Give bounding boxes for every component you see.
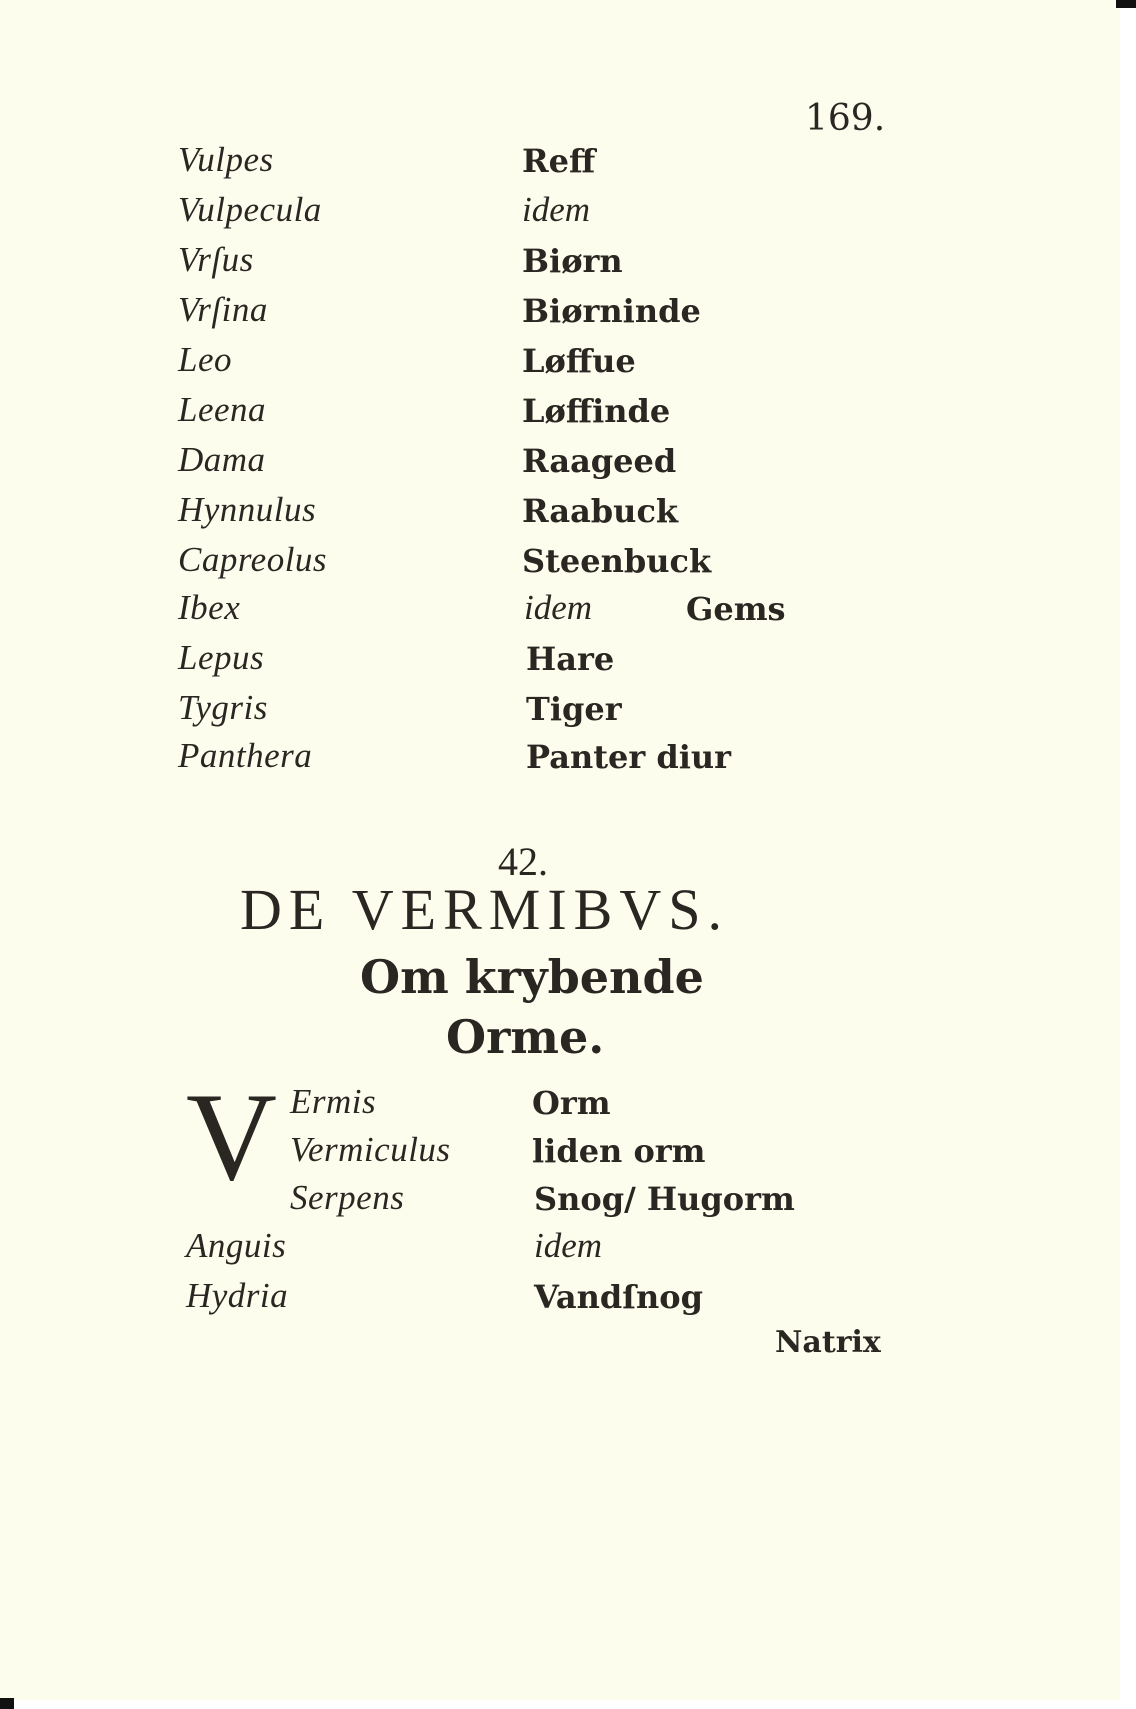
page-number: 169. [805, 98, 886, 139]
danish-term: Vandſnog [534, 1278, 704, 1316]
latin-term: Hydria [186, 1276, 289, 1315]
latin-term: Vermiculus [290, 1130, 451, 1169]
latin-term: Serpens [290, 1178, 405, 1217]
scan-corner-mark [0, 1698, 14, 1709]
latin-term: Dama [178, 440, 266, 479]
danish-term: liden orm [532, 1132, 706, 1170]
danish-term: Raageed [522, 442, 677, 480]
danish-term: Panter diur [526, 738, 731, 776]
latin-term: Vulpecula [178, 190, 322, 229]
latin-term: Hynnulus [178, 490, 317, 529]
latin-term: Ibex [178, 588, 241, 627]
danish-term: Snog/ Hugorm [534, 1180, 795, 1218]
chapter-subtitle-line1: Om krybende [360, 950, 704, 1004]
latin-term: Capreolus [178, 540, 328, 579]
danish-term: Tiger [526, 690, 622, 728]
chapter-subtitle-line2: Orme. [446, 1010, 605, 1064]
latin-term: Vulpes [178, 140, 274, 179]
latin-term: Vrſus [178, 240, 254, 279]
latin-term: Tygris [178, 688, 268, 727]
danish-term: Reff [522, 142, 596, 180]
danish-term: Steenbuck [522, 542, 712, 580]
latin-term: Anguis [186, 1226, 287, 1265]
danish-term: Hare [526, 640, 615, 678]
latin-term: Panthera [178, 736, 313, 775]
latin-term: Vrſina [178, 290, 268, 329]
chapter-title: DE VERMIBVS. [240, 877, 729, 942]
danish-term: Biørninde [522, 292, 701, 330]
danish-term: Raabuck [522, 492, 679, 530]
danish-term: Løffue [522, 342, 636, 380]
danish-term: Biørn [522, 242, 623, 280]
chapter-number: 42. [498, 839, 548, 884]
latin-term: Lepus [178, 638, 265, 677]
latin-term: Ermis [290, 1082, 377, 1121]
scan-corner-mark [1116, 0, 1136, 8]
danish-term: Løffinde [522, 392, 671, 430]
danish-term: idem [534, 1226, 603, 1265]
danish-term: idem [522, 190, 591, 229]
danish-term: idem [524, 588, 593, 627]
latin-term: Leena [178, 390, 267, 429]
danish-term-extra: Gems [686, 590, 786, 628]
latin-term: Leo [178, 340, 232, 379]
drop-cap: V [186, 1068, 277, 1207]
danish-term: Orm [532, 1084, 611, 1122]
scan-edge [1120, 0, 1136, 1709]
catchword: Natrix [775, 1325, 881, 1360]
